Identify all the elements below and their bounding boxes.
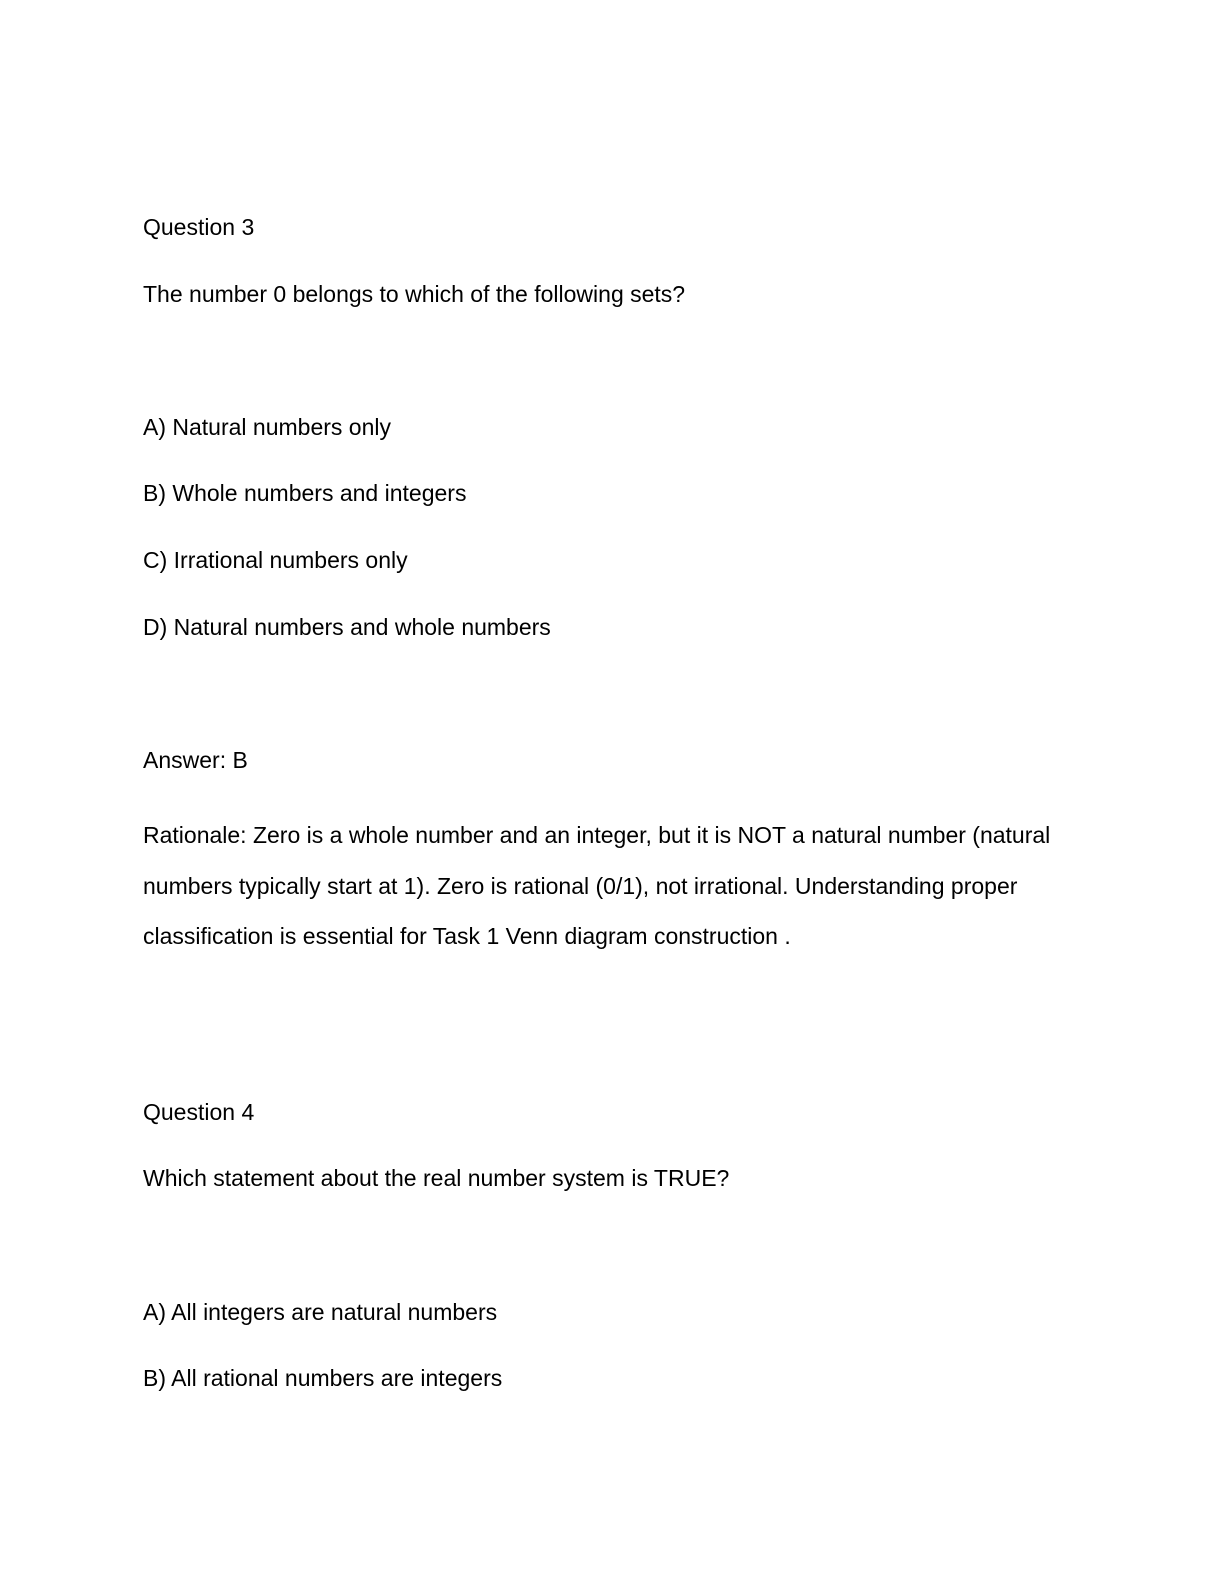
question-4-prompt: Which statement about the real number system is TRUE? [143, 1165, 730, 1191]
question-4-option-b: B) All rational numbers are integers [143, 1365, 503, 1391]
question-3-rationale: Rationale: Zero is a whole number and an integer, but it is NOT a natural number (natural numbers typically start at 1). Zero is rational (0/1), not irrational. Understanding proper classification is essential for Task 1 Venn diagram construction . [143, 822, 1051, 949]
question-3-heading: Question 3 [143, 214, 255, 240]
question-4-option-a: A) All integers are natural numbers [143, 1299, 498, 1325]
question-3-option-a: A) Natural numbers only [143, 414, 391, 440]
question-3-option-c: C) Irrational numbers only [143, 547, 408, 573]
question-3-answer: Answer: B [143, 747, 248, 773]
question-3-prompt: The number 0 belongs to which of the following sets? [143, 281, 686, 307]
question-4-heading: Question 4 [143, 1099, 255, 1125]
question-3-option-b: B) Whole numbers and integers [143, 480, 467, 506]
question-3-option-d: D) Natural numbers and whole numbers [143, 614, 551, 640]
